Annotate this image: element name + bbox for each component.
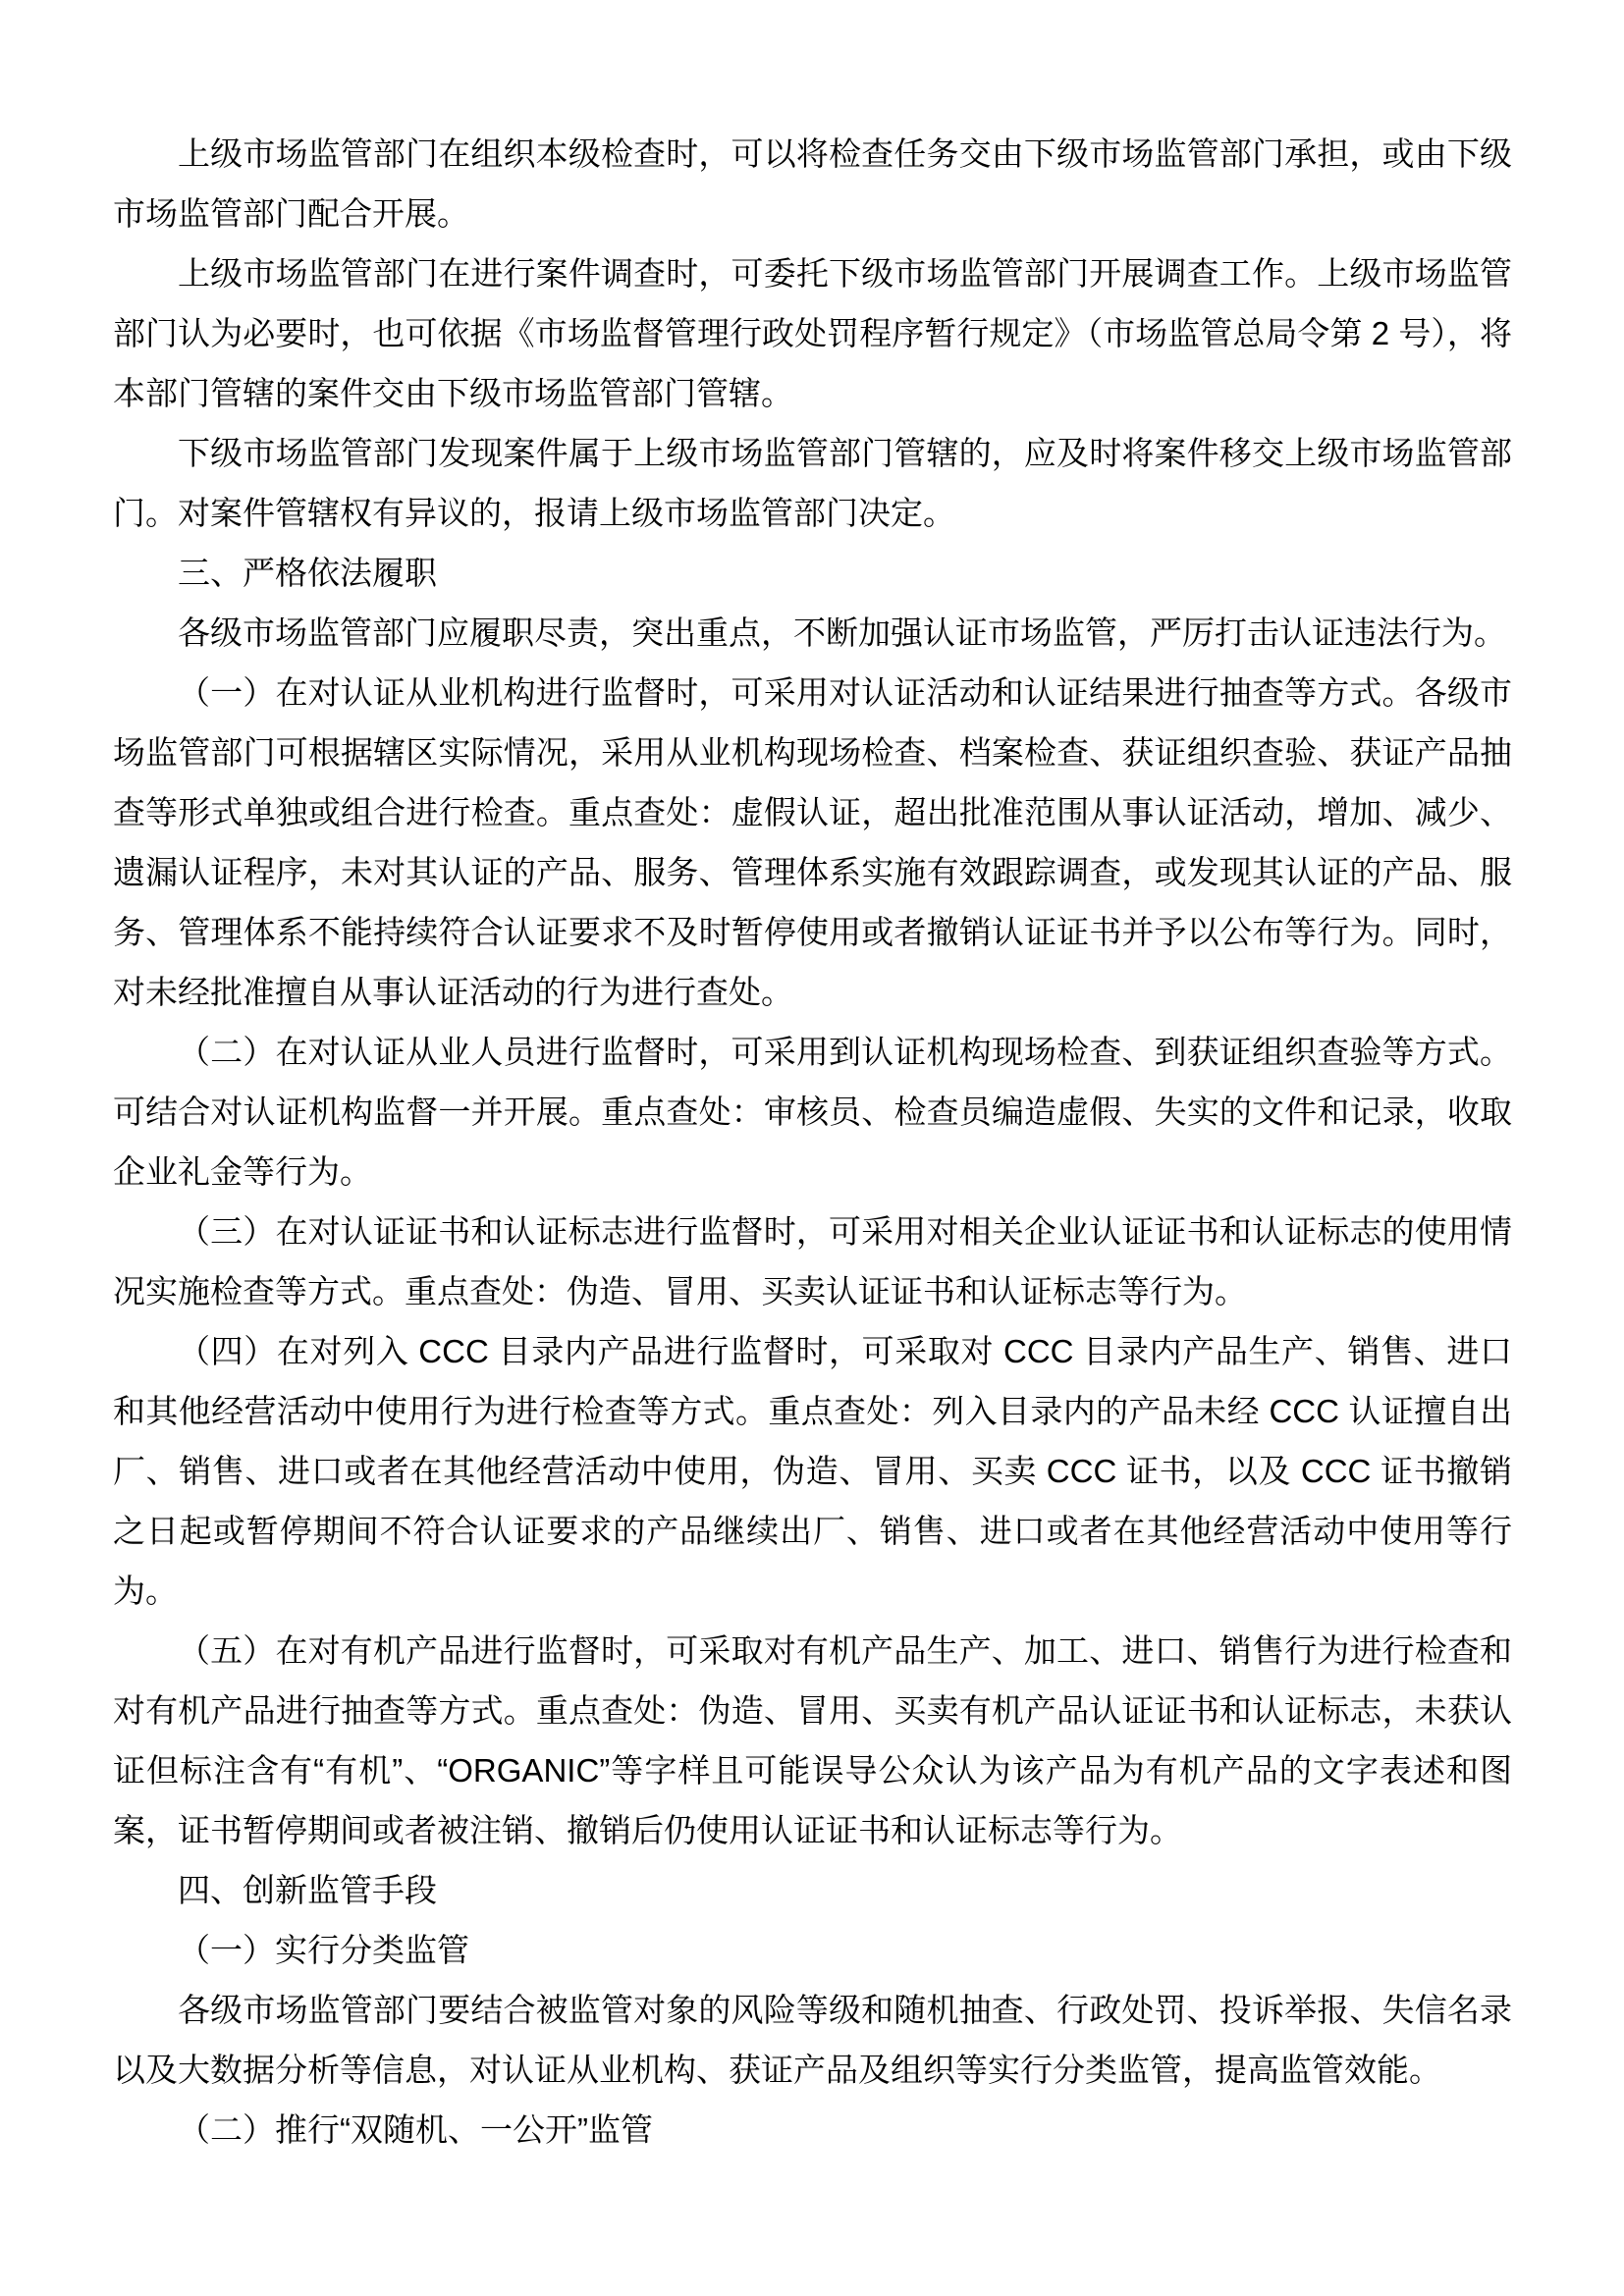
paragraph-case-jurisdiction: 下级市场监管部门发现案件属于上级市场监管部门管辖的，应及时将案件移交上级市场监管部门。对案件管辖权有异议的，报请上级市场监管部门决定。 <box>113 435 1512 531</box>
paragraph-item-3-certificates: （三）在对认证证书和认证标志进行监督时，可采用对相关企业认证证书和认证标志的使用情况实施检查等方式。重点查处：伪造、冒用、买卖认证证书和认证标志等行为。 <box>113 1213 1512 1309</box>
paragraph-delegation-inspection: 上级市场监管部门在组织本级检查时，可以将检查任务交由下级市场监管部门承担，或由下级市场监管部门配合开展。 <box>113 135 1512 232</box>
section-heading-4: 四、创新监管手段 <box>178 1872 437 1908</box>
paragraph-duty-overview: 各级市场监管部门应履职尽责，突出重点，不断加强认证市场监管，严厉打击认证违法行为。 <box>178 614 1506 651</box>
paragraph-item-4-ccc-products: （四）在对列入 CCC 目录内产品进行监督时，可采取对 CCC 目录内产品生产、销售、进口和其他经营活动中使用行为进行检查等方式。重点查处：列入目录内的产品未经 CCC 认证擅自出厂、销售、进口或者在其他经营活动中使用，伪造、冒用、买卖 CCC 证书，以及 CCC 证书撤销之日起或暂停期间不符合认证要求的产品继续出厂、销售、进口或者在其他经营活动中使用等行为。 <box>113 1333 1512 1609</box>
paragraph-item-1-agencies: （一）在对认证从业机构进行监督时，可采用对认证活动和认证结果进行抽查等方式。各级市场监管部门可根据辖区实际情况，采用从业机构现场检查、档案检查、获证组织查验、获证产品抽查等形式单独或组合进行检查。重点查处：虚假认证，超出批准范围从事认证活动，增加、减少、遗漏认证程序，未对其认证的产品、服务、管理体系实施有效跟踪调查，或发现其认证的产品、服务、管理体系不能持续符合认证要求不及时暂停使用或者撤销认证证书并予以公布等行为。同时，对未经批准擅自从事认证活动的行为进行查处。 <box>113 674 1512 1010</box>
paragraph-item-5-organic-products: （五）在对有机产品进行监督时，可采取对有机产品生产、加工、进口、销售行为进行检查和对有机产品进行抽查等方式。重点查处：伪造、冒用、买卖有机产品认证证书和认证标志，未获认证但标注含有“有机”、“ORGANIC”等字样且可能误导公众认为该产品为有机产品的文字表述和图案，证书暂停期间或者被注销、撤销后仍使用认证证书和认证标志等行为。 <box>113 1632 1512 1848</box>
paragraph-case-investigation: 上级市场监管部门在进行案件调查时，可委托下级市场监管部门开展调查工作。上级市场监管部门认为必要时，也可依据《市场监督管理行政处罚程序暂行规定》（市场监管总局令第 2 号），将本部门管辖的案件交由下级市场监管部门管辖。 <box>113 255 1512 411</box>
section-heading-3: 三、严格依法履职 <box>178 555 437 591</box>
paragraph-item-2-personnel: （二）在对认证从业人员进行监督时，可采用到认证机构现场检查、到获证组织查验等方式。可结合对认证机构监督一并开展。重点查处：审核员、检查员编造虚假、失实的文件和记录，收取企业礼金等行为。 <box>113 1034 1512 1190</box>
subheading-4-1: （一）实行分类监管 <box>178 1932 469 1968</box>
paragraph-classified-supervision: 各级市场监管部门要结合被监管对象的风险等级和随机抽查、行政处罚、投诉举报、失信名录以及大数据分析等信息，对认证从业机构、获证产品及组织等实行分类监管，提高监管效能。 <box>113 1992 1512 2088</box>
subheading-4-2: （二）推行“双随机、一公开”监管 <box>178 2111 653 2148</box>
